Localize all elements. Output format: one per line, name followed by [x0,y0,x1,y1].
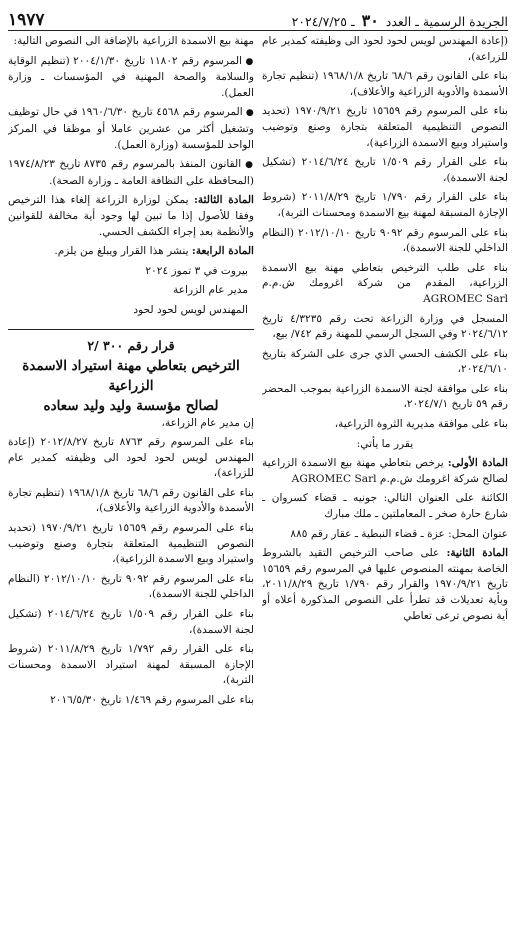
paragraph [8,607,254,638]
decision-number: قرار رقم ٣٠٠ /٢ [87,337,175,353]
issue-date: ـ ٢٠٢٤/٧/٢٥ [291,14,355,29]
paragraph-text: المرسوم رقم ٤٥٦٨ تاريخ ١٩٦٠/٦/٣٠ في حال توظيف وتشغيل أكثر من عشرين عاملا أو موظفا في المركز الواحد للمؤسسة (وزارة العمل). [8,106,254,151]
article-label: المادة الرابعة: [191,245,254,258]
issue-number: ٣٠ [361,11,379,30]
paragraph [262,69,508,100]
paragraph [8,642,254,689]
paragraph-text: بناء على القرار رقم ١/٥٠٩ تاريخ ٢٠١٤/٦/٢٤ (تشكيل لجنة الاسمدة)، [8,608,254,636]
paragraph [262,226,508,257]
paragraph-text: المسجل في وزارة الزراعة تحت رقم ٤/٣٢٣٥ تاريخ ٢٠٢٤/٦/١٢ وفي السجل الرسمي للمهنة رقم ٧٤٢/ بيع، [262,312,508,341]
paragraph [8,416,254,432]
paragraph-text: الكائنة على العنوان التالي: جونيه ـ قضاء كسروان ـ شارع حارة صخر ـ المعاملتين ـ ملك مبارك [262,492,508,521]
paragraph [8,572,254,603]
paragraph [262,382,508,413]
left-column [8,34,254,713]
paragraph-text: (إعادة المهندس لويس لحود لحود الى وظيفته كمدير عام للزراعة)، [262,35,508,63]
paragraph-text: يمكن لوزارة الزراعة إلغاء هذا الترخيص وفقا للأصول إذا ما تبين لها وجود أية مخالفة للقوانين والأنظمة بعد إجراء الكشف الحسي. [8,194,254,238]
continuation-text [8,34,254,260]
paragraph-text: بناء على المرسوم رقم ٨٧٦٣ تاريخ ٢٠١٢/٨/٢٧ (إعادة المهندس لويس لحود لحود الى وظيفته كمدير عام للزراعة)، [8,436,254,480]
article-label: المادة الأولى: [447,457,508,470]
right-column [262,34,508,713]
paragraph [8,486,254,517]
paragraph [262,347,508,378]
paragraph-text: بناء على القانون رقم ٦٨/٦ تاريخ ١٩٦٨/١/٨ (تنظيم تجارة الأسمدة والأدوية الزراعية والأعلاف)، [262,70,508,98]
paragraph-text: بناء على المرسوم رقم ١/٤٦٩ تاريخ ٢٠١٦/٥/٣٠ [50,694,254,706]
paragraph [8,105,254,153]
paragraph-text: بناء على المرسوم رقم ٩٠٩٢ تاريخ ٢٠١٢/١٠/١٠ (النظام الداخلي للجنة الاسمدة)، [262,226,508,255]
paragraph-text: المرسوم رقم ١١٨٠٢ تاريخ ٢٠٠٤/١/٣٠ (تنظيم الوقاية والسلامة والصحة المهنية في المؤسسات ـ وزارة العمل). [8,54,254,99]
page-header [8,6,508,31]
signature-block [8,264,254,319]
article-label: المادة الثانية: [446,547,508,560]
paragraph-text: بناء على موافقة لجنة الاسمدة الزراعية بموجب المحضر رقم ٥٩ تاريخ ٢٠٢٤/٧/١، [262,382,508,411]
paragraph [262,527,508,543]
article-paragraph [262,456,508,487]
paragraph [262,312,508,343]
paragraph [262,190,508,221]
article-paragraph [8,193,254,240]
paragraph-text: على صاحب الترخيص التقيد بالشروط الخاصة بمهنته المنصوص عليها في المرسوم رقم ١٥٦٥٩ تاريخ ١٩٧٠/٩/٢١ والقرار رقم ١/٧٩٠ تاريخ ٢٠١١/٨/٢٩، وبأية تعديلات قد تطرأ على النصوص المذكورة أعلاه أو أية نصوص ترعى تعاطي [262,547,508,622]
paragraph-text: إن مدير عام الزراعة، [161,416,254,429]
page-number: ١٩٧٧ [8,10,45,30]
decision-subtitle: لصالح مؤسسة وليد وليد سعاده [43,397,219,414]
paragraph-text: بناء على القانون رقم ٦٨/٦ تاريخ ١٩٦٨/١/٨ (تنظيم تجارة الأسمدة والأدوية الزراعية والأعلاف)، [8,486,254,515]
signature-line: بيروت في ٣ تموز ٢٠٢٤ [145,264,248,277]
paragraph [262,155,508,186]
decision-body [8,416,254,709]
journal-title [292,11,508,30]
paragraph [8,521,254,568]
columns [8,34,508,713]
decision-title: الترخيص بتعاطي مهنة استيراد الاسمدة الزراعية [22,357,240,394]
paragraph-text: بناء على المرسوم رقم ١٥٦٥٩ تاريخ ١٩٧٠/٩/٢١ (تحديد النصوص التنظيمية المتعلقة بتجارة وصنع وتوضيب واستيراد وبيع الاسمدة الزراعية)، [8,522,254,566]
paragraph-text: بناء على موافقة مديرية الثروة الزراعية، [334,418,508,431]
paragraph-text: بناء على القرار رقم ١/٥٠٩ تاريخ ٢٠١٤/٦/٢٤ (تشكيل لجنة الاسمدة)، [262,156,508,184]
paragraph [262,104,508,151]
article-paragraph [8,244,254,260]
paragraph-text: بناء على طلب الترخيص بتعاطي مهنة بيع الاسمدة الزراعية، المقدم من شركة اغرومك ش.م.م AGROMEC Sarl [262,261,508,305]
paragraph [8,54,254,102]
paragraph-text: عنوان المحل: عزة ـ قضاء النبطية ـ عقار رقم ٨٨٥ [290,527,508,540]
paragraph-text: ينشر هذا القرار ويبلغ من يلزم. [54,245,189,258]
paragraph-text: يرخص بتعاطي مهنة بيع الاسمدة الزراعية لصالح شركة اغرومك ش.م.م AGROMEC Sarl [262,457,508,485]
journal-name: الجريدة الرسمية ـ العدد [385,14,508,29]
paragraph-text: بناء على القرار رقم ١/٧٩٠ تاريخ ٢٠١١/٨/٢٩ (شروط الإجازة المسبقة لمهنة بيع الاسمدة ومحسنات التربة)، [262,191,508,219]
paragraph-text: بناء على القرار رقم ١/٧٩٢ تاريخ ٢٠١١/٨/٢٩ (شروط الإجازة المسبقة لمهنة استيراد الاسمدة ومحسنات التربة)، [8,643,254,687]
paragraph-text: بناء على الكشف الحسي الذي جرى على الشركة بتاريخ ٢٠٢٤/٦/١٠، [262,347,508,376]
paragraph-text: بناء على المرسوم رقم ١٥٦٥٩ تاريخ ١٩٧٠/٩/٢١ (تحديد النصوص التنظيمية المتعلقة بتجارة وصنع وتوضيب واستيراد وبيع الاسمدة الزراعية)، [262,105,508,149]
signature-line: مدير عام الزراعة [173,284,248,297]
paragraph [8,435,254,482]
paragraph-text: بناء على المرسوم رقم ٩٠٩٢ تاريخ ٢٠١٢/١٠/١٠ (النظام الداخلي للجنة الاسمدة)، [8,572,254,601]
paragraph [262,491,508,522]
article-paragraph [262,546,508,624]
paragraph [8,157,254,189]
paragraph-text: القانون المنفذ بالمرسوم رقم ٨٧٣٥ تاريخ ١٩٧٤/٨/٢٣ (المحافظة على النظافة العامة ـ وزارة الصحة). [8,158,254,187]
article-label: المادة الثالثة: [193,194,254,207]
paragraph-text: يقرر ما يأتي: [356,437,414,450]
paragraph [262,417,508,433]
paragraph [262,34,508,65]
section-divider [8,329,254,330]
paragraph-text: مهنة بيع الاسمدة الزراعية بالإضافة الى النصوص التالية: [13,35,254,47]
paragraph [8,34,254,50]
paragraph [8,693,254,709]
paragraph [262,437,508,453]
paragraph [262,261,508,308]
signature-line: المهندس لويس لحود لحود [133,303,248,316]
